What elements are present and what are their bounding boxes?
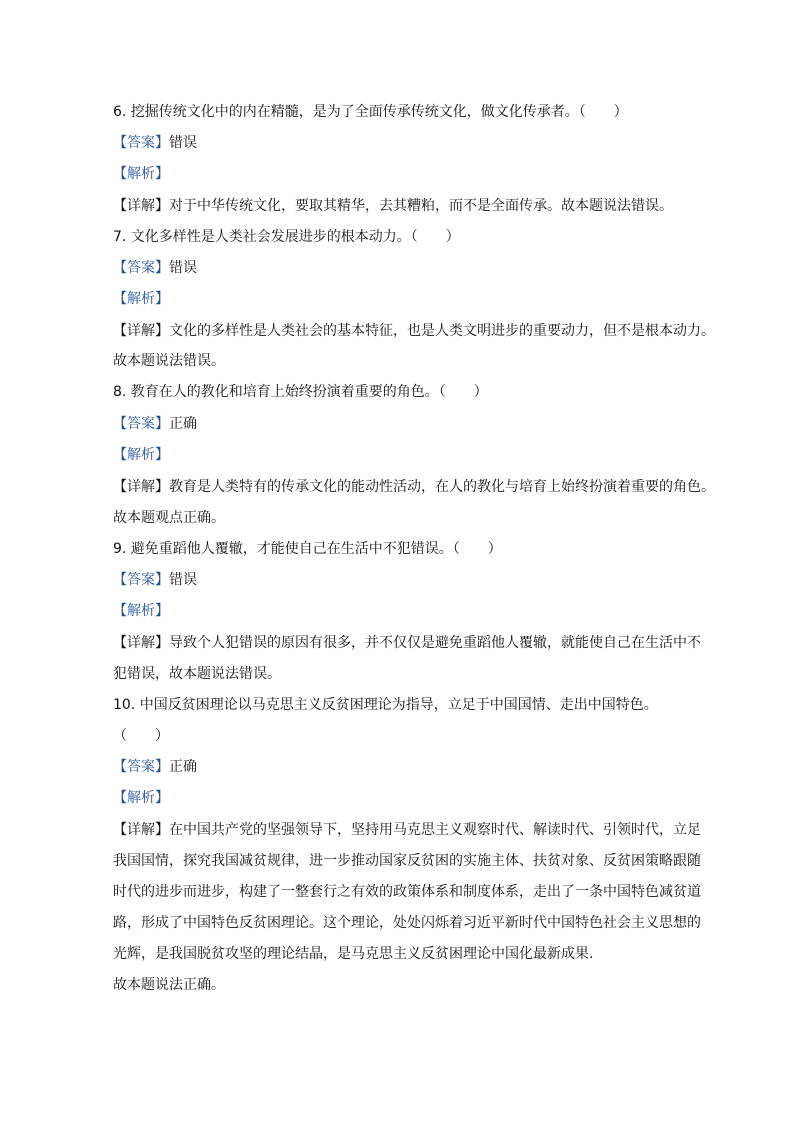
question-10-answer [113, 757, 197, 777]
question-8-detail [113, 477, 715, 497]
answer-tag: 【答案】 [113, 135, 169, 151]
question-10-stem: 10. 中国反贫困理论以马克思主义反贫困理论为指导，立足于中国国情、走出中国特色。 [113, 697, 658, 713]
question-7-detail-cont: 故本题说法错误。 [113, 353, 225, 369]
detail-tag: 【详解】 [113, 635, 169, 651]
detail-text: 教育是人类特有的传承文化的能动性活动，在人的教化与培育上始终扮演着重要的角色。 [169, 479, 715, 495]
question-10-detail [113, 820, 701, 840]
question-7-analysis-tag: 【解析】 [113, 291, 169, 307]
question-8-answer [113, 414, 197, 434]
question-10-analysis-tag: 【解析】 [113, 790, 169, 806]
detail-text: 对于中华传统文化，要取其精华，去其糟粕，而不是全面传承。故本题说法错误。 [169, 198, 673, 214]
detail-tag: 【详解】 [113, 479, 169, 495]
question-6-detail [113, 196, 673, 216]
answer-value: 正确 [169, 416, 197, 432]
question-10-detail-cont: 故本题说法正确。 [113, 977, 225, 993]
answer-value: 错误 [169, 260, 197, 276]
question-8-stem: 8. 教育在人的教化和培育上始终扮演着重要的角色。（ ） [113, 384, 488, 400]
question-7-detail [113, 321, 715, 341]
question-10-detail-cont: 我国国情，探究我国减贫规律，进一步推动国家反贫困的实施主体、扶贫对象、反贫困策略跟随 [113, 853, 701, 869]
question-10-detail-cont: 光辉，是我国脱贫攻坚的理论结晶，是马克思主义反贫困理论中国化最新成果. [113, 946, 594, 962]
question-10-detail-cont: 时代的进步而进步，构建了一整套行之有效的政策体系和制度体系，走出了一条中国特色减贫道 [113, 884, 701, 900]
detail-tag: 【详解】 [113, 323, 169, 339]
detail-tag: 【详解】 [113, 198, 169, 214]
answer-tag: 【答案】 [113, 260, 169, 276]
detail-text: 导致个人犯错误的原因有很多，并不仅仅是避免重蹈他人覆辙，就能使自己在生活中不 [169, 635, 701, 651]
question-8-detail-cont: 故本题观点正确。 [113, 510, 225, 526]
question-9-stem: 9. 避免重蹈他人覆辙，才能使自己在生活中不犯错误。（ ） [113, 541, 502, 557]
question-6-answer [113, 133, 197, 153]
question-9-answer [113, 570, 197, 590]
detail-text: 文化的多样性是人类社会的基本特征，也是人类文明进步的重要动力，但不是根本动力。 [169, 323, 715, 339]
answer-tag: 【答案】 [113, 572, 169, 588]
answer-tag: 【答案】 [113, 416, 169, 432]
question-7-stem: 7. 文化多样性是人类社会发展进步的根本动力。（ ） [113, 229, 460, 245]
detail-text: 在中国共产党的坚强领导下，坚持用马克思主义观察时代、解读时代、引领时代，立足 [169, 822, 701, 838]
answer-value: 错误 [169, 572, 197, 588]
question-10-stem-cont: （ ） [113, 728, 169, 744]
answer-tag: 【答案】 [113, 759, 169, 775]
detail-tag: 【详解】 [113, 822, 169, 838]
question-9-detail-cont: 犯错误，故本题说法错误。 [113, 666, 281, 682]
answer-value: 正确 [169, 759, 197, 775]
question-10-detail-cont: 路，形成了中国特色反贫困理论。这个理论，处处闪烁着习近平新时代中国特色社会主义思想的 [113, 915, 701, 931]
answer-value: 错误 [169, 135, 197, 151]
question-8-analysis-tag: 【解析】 [113, 447, 169, 463]
question-9-analysis-tag: 【解析】 [113, 603, 169, 619]
question-9-detail [113, 633, 701, 653]
question-7-answer [113, 258, 197, 278]
question-6-stem: 6. 挖掘传统文化中的内在精髓，是为了全面传承传统文化，做文化传承者。（ ） [113, 104, 628, 120]
question-6-analysis-tag: 【解析】 [113, 166, 169, 182]
